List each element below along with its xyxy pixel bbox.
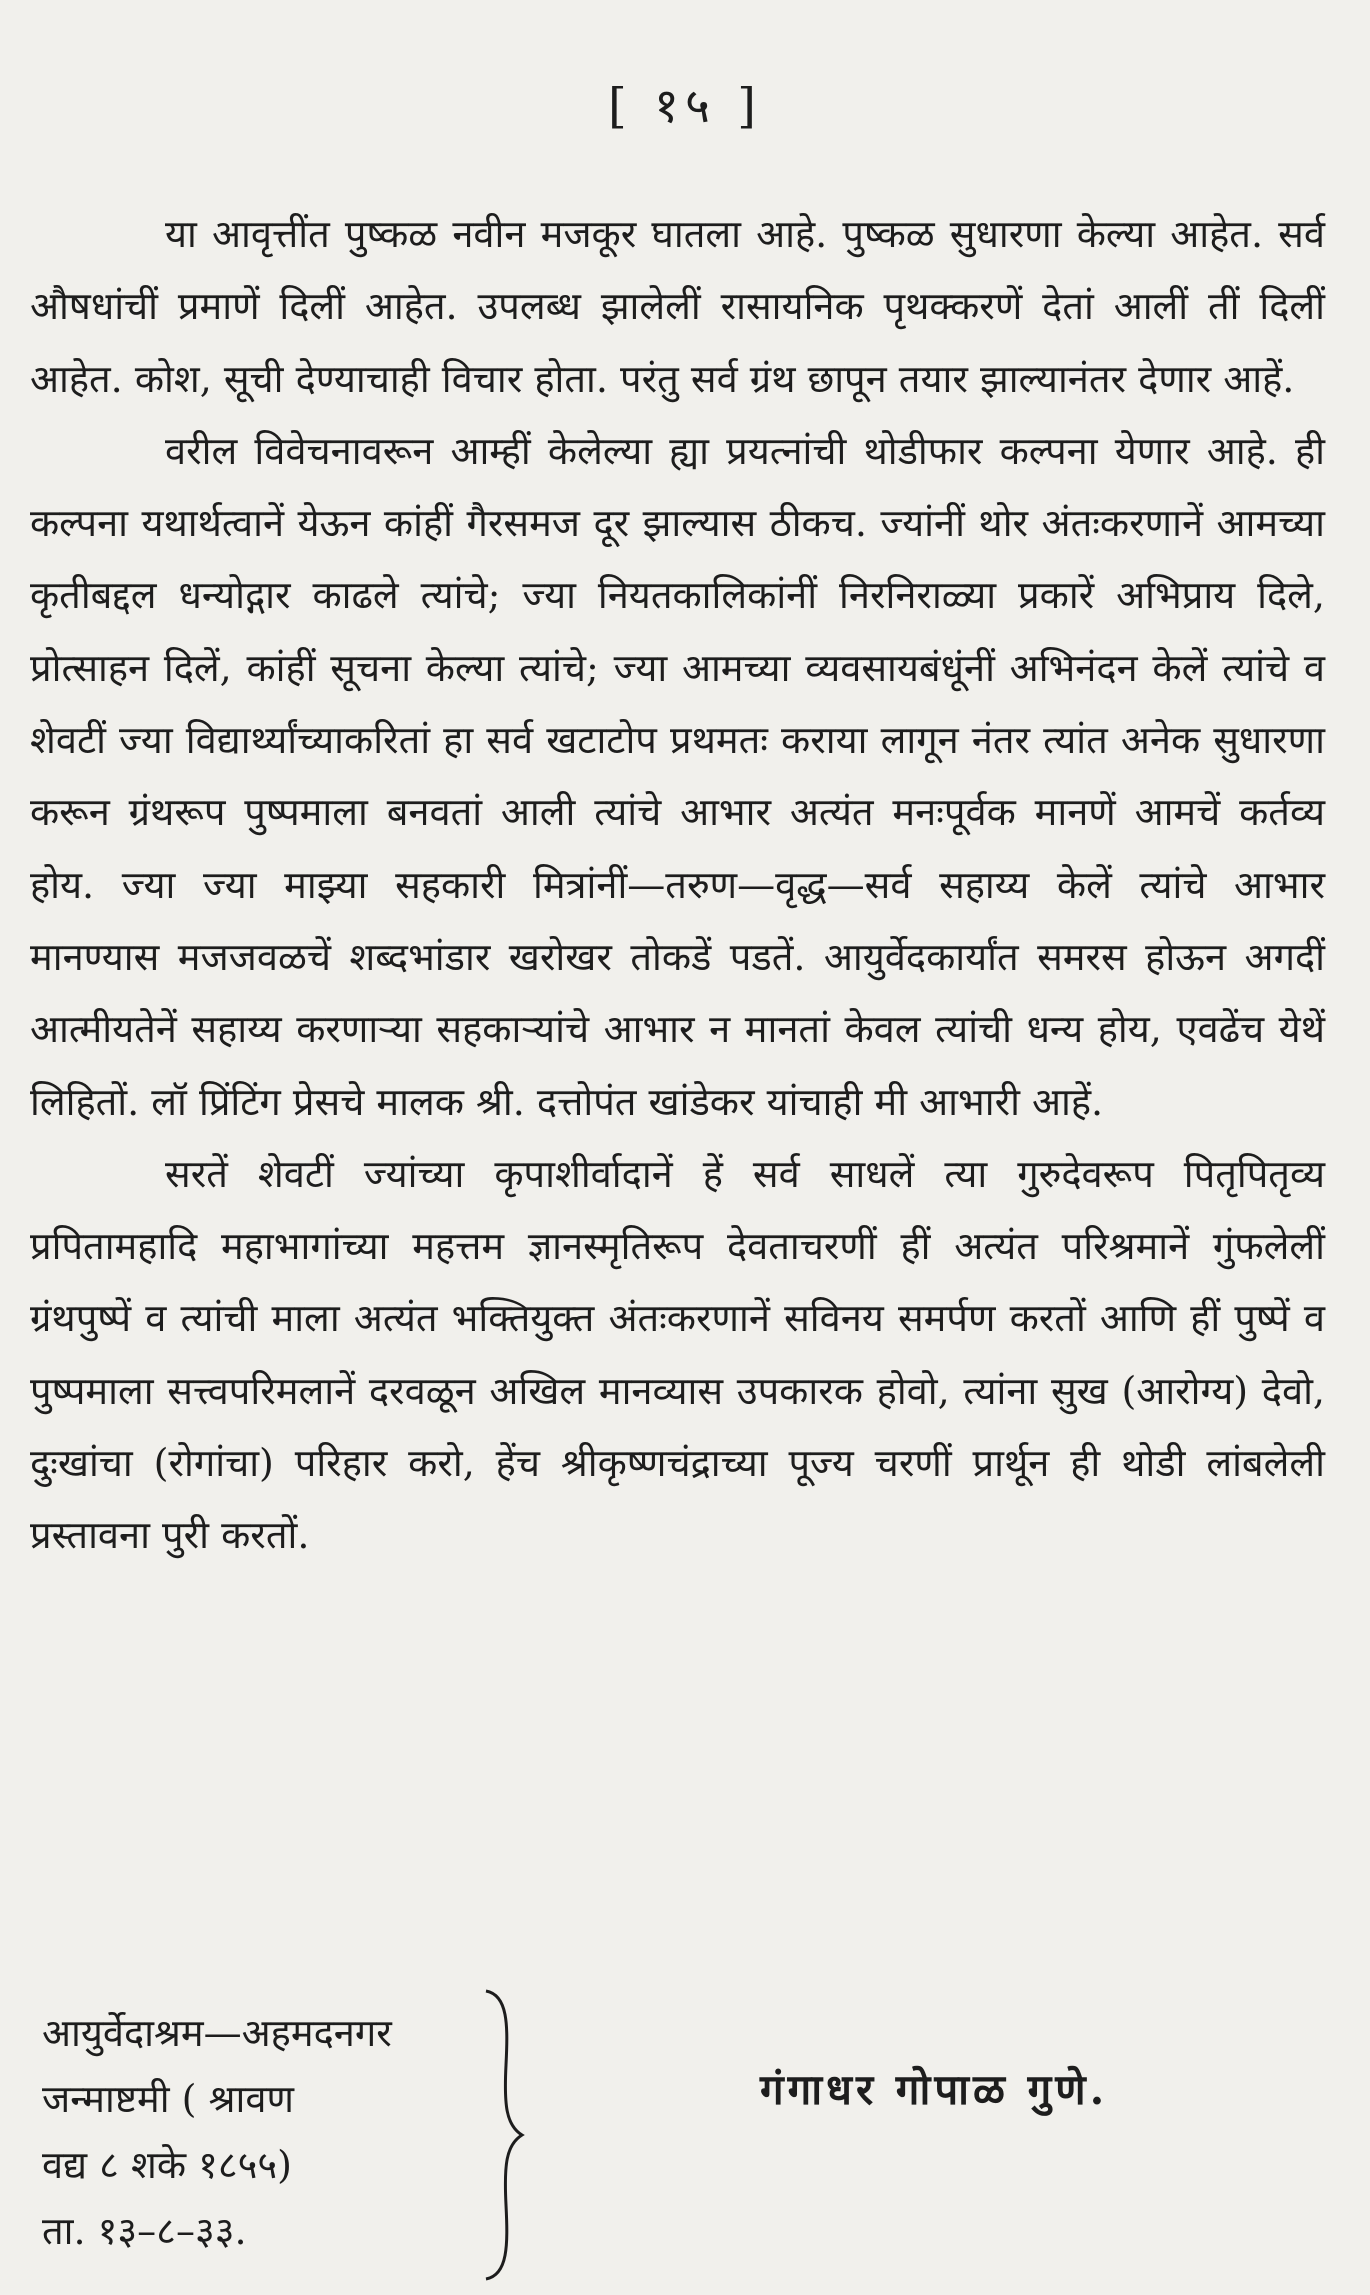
author-signature: गंगाधर गोपाळ गुणे. [760, 2065, 1109, 2114]
place-line: आयुर्वेदाश्रम—अहमदनगर [42, 2011, 392, 2055]
paragraph-1: या आवृत्तींत पुष्कळ नवीन मजकूर घातला आहे. पुष्कळ सुधारणा केल्या आहेत. सर्व औषधांचीं प्रमाणें दिलीं आहेत. उपलब्ध झालेलीं रासायनिक पृथक्करणें देतां आलीं तीं दिलीं आहेत. कोश, सूची देण्याचाही विचार होता. परंतु सर्व ग्रंथ छापून तयार झाल्यानंतर देणार आहें. [30, 212, 1325, 401]
page-number: [ १५ ] [608, 78, 762, 134]
paragraph-3: सरतें शेवटीं ज्यांच्या कृपाशीर्वादानें हें सर्व साधलें त्या गुरुदेवरूप पितृपितृव्य प्रपितामहादि महाभागांच्या महत्तम ज्ञानस्मृतिरूप देवताचरणीं हीं अत्यंत परिश्रमानें गुंफलेलीं ग्रंथपुष्पें व त्यांची माला अत्यंत भक्तियुक्त अंतःकरणानें सविनय समर्पण करतों आणि हीं पुष्पें व पुष्पमाला सत्त्वपरिमलानें दरवळून अखिल मानव्यास उपकारक होवो, त्यांना सुख (आरोग्य) देवो, दुःखांचा (रोगांचा) परिहार करो, हेंच श्रीकृष्णचंद्राच्या पूज्य चरणीं प्रार्थून ही थोडी लांबलेली प्रस्तावना पुरी करतों. [30, 1151, 1325, 1558]
preface-body [30, 198, 1325, 1572]
date-line-2: वद्य ८ शके १८५५) [42, 2143, 292, 2187]
right-brace-icon [478, 1985, 528, 2285]
place-date-block [42, 2000, 472, 2264]
paragraph-2: वरील विवेचनावरून आम्हीं केलेल्या ह्या प्रयत्नांची थोडीफार कल्पना येणार आहे. ही कल्पना यथार्थत्वानें येऊन कांहीं गैरसमज दूर झाल्यास ठीकच. ज्यांनीं थोर अंतःकरणानें आमच्या कृतीबद्दल धन्योद्गार काढले त्यांचे; ज्या नियतकालिकांनीं निरनिराळ्या प्रकारें अभिप्राय दिले, प्रोत्साहन दिलें, कांहीं सूचना केल्या त्यांचे; ज्या आमच्या व्यवसायबंधूंनीं अभिनंदन केलें त्यांचे व शेवटीं ज्या विद्यार्थ्यांच्याकरितां हा सर्व खटाटोप प्रथमतः कराया लागून नंतर त्यांत अनेक सुधारणा करून ग्रंथरूप पुष्पमाला बनवतां आली त्यांचे आभार अत्यंत मनःपूर्वक मानणें आमचें कर्तव्य होय. ज्या ज्या माझ्या सहकारी मित्रांनीं—तरुण—वृद्ध—सर्व सहाय्य केलें त्यांचे आभार मानण्यास मजजवळचें शब्दभांडार खरोखर तोकडें पडतें. आयुर्वेदकार्यांत समरस होऊन अगदीं आत्मीयतेनें सहाय्य करणाऱ्या सहकाऱ्यांचे आभार न मानतां केवल त्यांची धन्य होय, एवढेंच येथें लिहितों. लॉ प्रिंटिंग प्रेसचे मालक श्री. दत्तोपंत खांडेकर यांचाही मी आभारी आहें. [30, 428, 1325, 1124]
date-line-3: ता. १३–८–३३. [42, 2209, 247, 2253]
date-line-1: जन्माष्टमी ( श्रावण [42, 2077, 294, 2121]
